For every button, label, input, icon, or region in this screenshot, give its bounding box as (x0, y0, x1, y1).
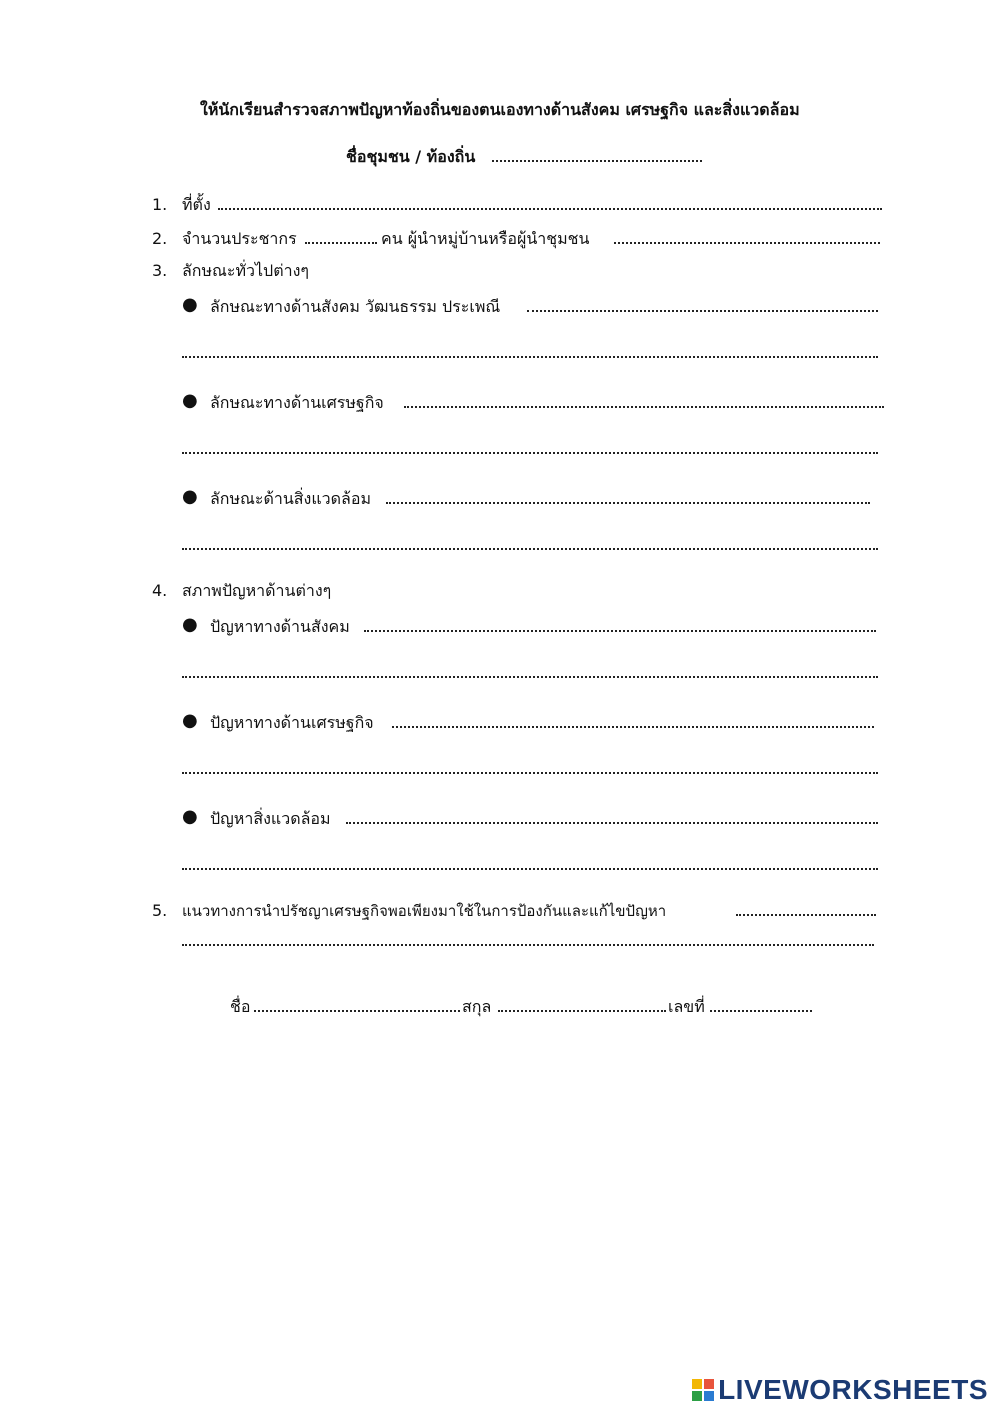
economic-problem-input-line-2[interactable] (182, 772, 878, 774)
social-problem-input[interactable] (364, 630, 876, 632)
bullet-icon: ● (182, 710, 198, 731)
community-label: ชื่อชุมชน / ท้องถิ่น (346, 147, 476, 166)
economic-problem-input[interactable] (392, 726, 874, 728)
student-number-input[interactable] (710, 1010, 812, 1012)
general-characteristics-heading: ลักษณะทั่วไปต่างๆ (182, 261, 309, 280)
bullet-icon: ● (182, 614, 198, 635)
bullet-icon: ● (182, 486, 198, 507)
student-name-input[interactable] (254, 1010, 460, 1012)
bullet-icon: ● (182, 390, 198, 411)
sufficiency-approach-input-line-2[interactable] (182, 944, 874, 946)
social-characteristics-input[interactable] (527, 310, 878, 312)
item-number: 3. (152, 261, 168, 280)
social-characteristics-input-line-2[interactable] (182, 356, 878, 358)
brand-name: LIVEWORKSHEETS (718, 1374, 988, 1405)
leader-label: คน ผู้นำหมู่บ้านหรือผู้นำชุมชน (381, 229, 590, 248)
population-label: จำนวนประชากร (182, 229, 297, 248)
logo-square (704, 1391, 714, 1401)
item-number: 5. (152, 901, 168, 920)
bullet-icon: ● (182, 294, 198, 315)
sufficiency-approach-input[interactable] (736, 914, 876, 916)
economic-problem-label: ปัญหาทางด้านเศรษฐกิจ (210, 713, 374, 732)
sufficiency-approach-label: แนวทางการนำปรัชญาเศรษฐกิจพอเพียงมาใช้ในการป้องกันและแก้ไขปัญหา (182, 902, 667, 920)
location-input[interactable] (218, 208, 882, 210)
logo-square (704, 1379, 714, 1389)
student-surname-input[interactable] (498, 1010, 666, 1012)
item-number: 2. (152, 229, 168, 248)
environment-problem-input-line-2[interactable] (182, 868, 878, 870)
logo-mark-icon (692, 1379, 714, 1401)
bullet-icon: ● (182, 806, 198, 827)
economic-characteristics-input-line-2[interactable] (182, 452, 878, 454)
environment-characteristics-label: ลักษณะด้านสิ่งแวดล้อม (210, 489, 372, 508)
student-surname-label: สกุล (462, 997, 492, 1016)
item-number: 1. (152, 195, 168, 214)
student-name-label: ชื่อ (230, 997, 251, 1016)
problems-heading: สภาพปัญหาด้านต่างๆ (182, 581, 332, 600)
environment-problem-input[interactable] (346, 822, 878, 824)
population-input[interactable] (305, 242, 377, 244)
location-label: ที่ตั้ง (182, 195, 211, 214)
student-number-label: เลขที่ (668, 997, 705, 1016)
social-characteristics-label: ลักษณะทางด้านสังคม วัฒนธรรม ประเพณี (210, 297, 501, 316)
logo-square (692, 1391, 702, 1401)
social-problem-label: ปัญหาทางด้านสังคม (210, 617, 350, 636)
environment-problem-label: ปัญหาสิ่งแวดล้อม (210, 809, 331, 828)
logo-square (692, 1379, 702, 1389)
leader-input[interactable] (614, 242, 880, 244)
item-number: 4. (152, 581, 168, 600)
economic-characteristics-input[interactable] (404, 406, 884, 408)
page-title: ให้นักเรียนสำรวจสภาพปัญหาท้องถิ่นของตนเองทางด้านสังคม เศรษฐกิจ และสิ่งแวดล้อม (200, 100, 800, 119)
environment-characteristics-input[interactable] (386, 502, 870, 504)
liveworksheets-logo (692, 1374, 988, 1406)
environment-characteristics-input-line-2[interactable] (182, 548, 878, 550)
social-problem-input-line-2[interactable] (182, 676, 878, 678)
community-input[interactable] (492, 160, 702, 162)
economic-characteristics-label: ลักษณะทางด้านเศรษฐกิจ (210, 393, 384, 412)
